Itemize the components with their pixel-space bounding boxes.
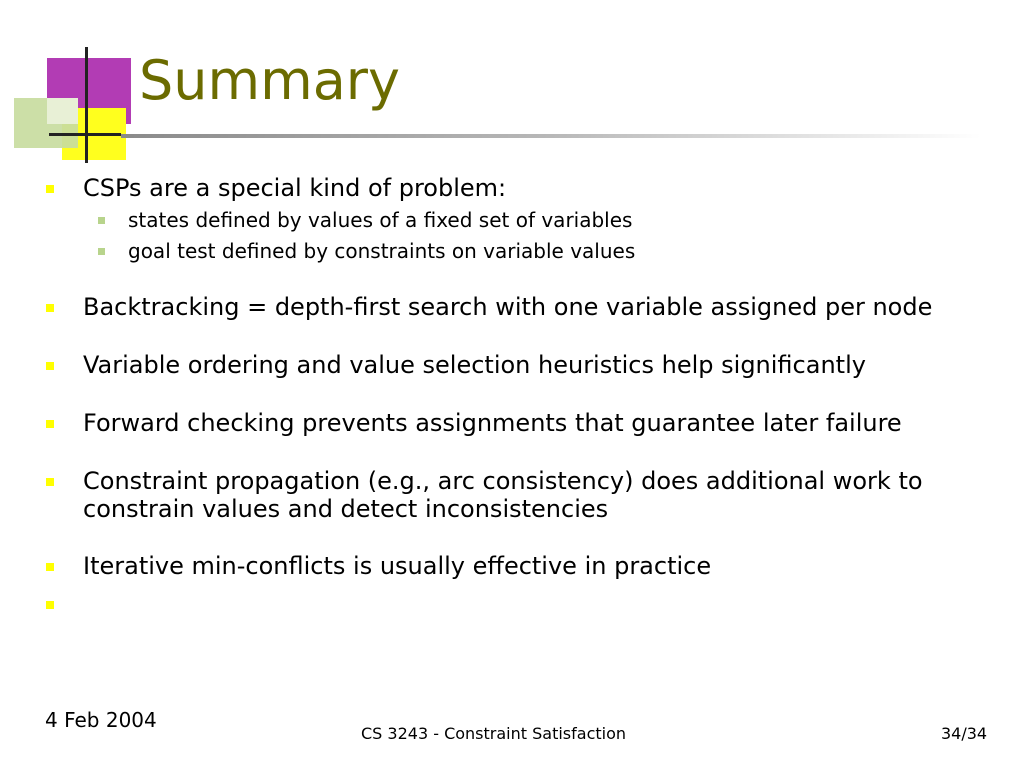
- bullet-item: Constraint propagation (e.g., arc consistency) does additional work to: [83, 467, 923, 495]
- bullet-item: CSPs are a special kind of problem:: [83, 174, 507, 202]
- sub-bullet-item: states defined by values of a fixed set of variables: [128, 208, 633, 232]
- bullet-item: Forward checking prevents assignments that guarantee later failure: [83, 409, 902, 437]
- bullet-item: Backtracking = depth-first search with one variable assigned per node: [83, 293, 933, 321]
- footer-date: 4 Feb 2004: [45, 708, 157, 732]
- logo-horizontal-line: [49, 133, 121, 136]
- bullet-continuation: constrain values and detect inconsistencies: [83, 495, 609, 523]
- bullet-item: Variable ordering and value selection heuristics help significantly: [83, 351, 866, 379]
- title-underline-rule: [121, 134, 981, 138]
- logo-light-square: [47, 98, 78, 124]
- footer-course-title: CS 3243 - Constraint Satisfaction: [361, 724, 627, 743]
- slide-title: Summary: [139, 49, 400, 112]
- bullet-item: Iterative min-conflicts is usually effective in practice: [83, 552, 712, 580]
- sub-bullet-item: goal test defined by constraints on variable values: [128, 239, 636, 263]
- footer-page-number: 34/34: [941, 724, 988, 743]
- logo-vertical-line: [85, 47, 88, 163]
